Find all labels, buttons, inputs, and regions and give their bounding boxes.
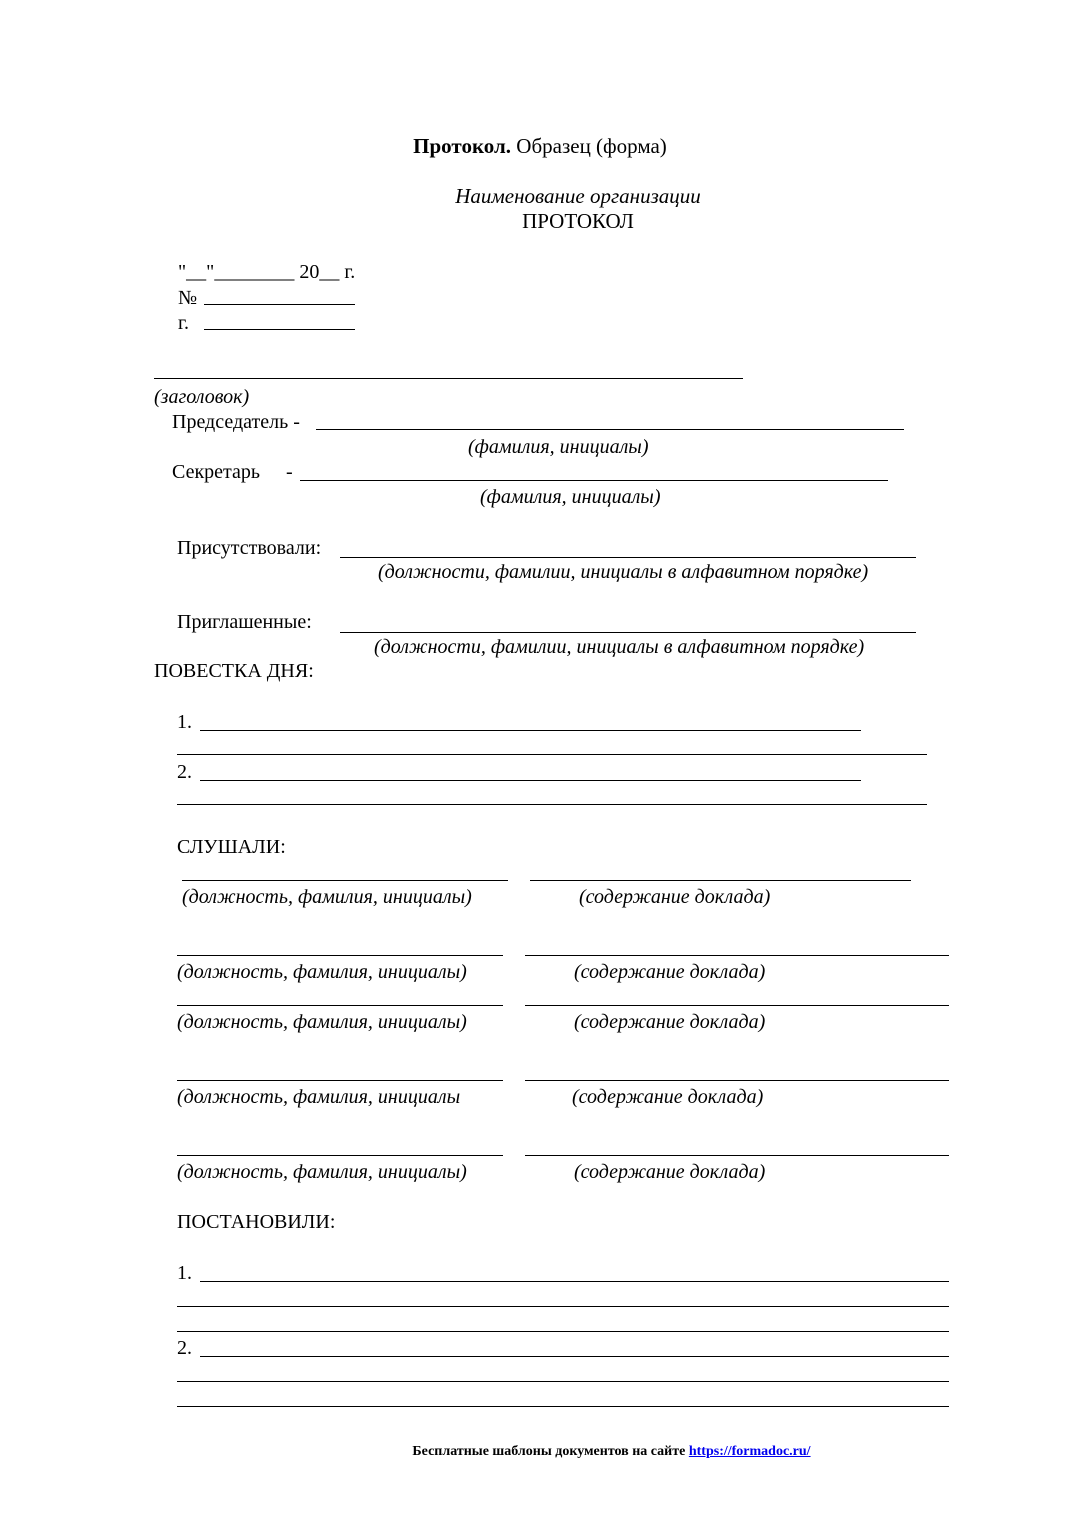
report-hint: (содержание доклада) [572, 1086, 764, 1108]
speaker-field-line[interactable] [177, 1005, 503, 1006]
resolved-title: ПОСТАНОВИЛИ: [177, 1211, 336, 1233]
speaker-hint: (должность, фамилия, инициалы) [177, 1161, 467, 1183]
secretary-label: Секретарь [172, 461, 261, 483]
resolved-item-line[interactable] [200, 1281, 949, 1282]
report-hint: (содержание доклада) [574, 1011, 766, 1033]
speaker-hint: (должность, фамилия, инициалы) [182, 886, 472, 908]
agenda-item-number: 2. [177, 761, 192, 783]
present-hint: (должности, фамилии, инициалы в алфавитном порядке) [378, 561, 869, 583]
date-line: "__"________ 20__ г. [178, 261, 356, 283]
title-rest: Образец (форма) [511, 134, 667, 158]
report-field-line[interactable] [525, 1005, 949, 1006]
agenda-item-continuation-line[interactable] [177, 754, 927, 755]
heard-title: СЛУШАЛИ: [177, 836, 286, 858]
chairman-label: Председатель - [172, 411, 300, 433]
report-field-line[interactable] [525, 1080, 949, 1081]
heading-hint: (заголовок) [154, 386, 250, 408]
city-field-line[interactable] [204, 329, 355, 330]
invited-field-line[interactable] [340, 632, 916, 633]
agenda-item-line[interactable] [200, 730, 861, 731]
organization-name: Наименование организации [455, 184, 701, 208]
protocol-heading: ПРОТОКОЛ [522, 209, 634, 233]
agenda-item-number: 1. [177, 711, 192, 733]
footer [0, 1439, 1080, 1459]
resolved-item-continuation-line[interactable] [177, 1381, 949, 1382]
report-field-line[interactable] [525, 955, 949, 956]
speaker-hint: (должность, фамилия, инициалы) [177, 961, 467, 983]
secretary-dash: - [286, 461, 293, 483]
resolved-item-continuation-line[interactable] [177, 1406, 949, 1407]
speaker-hint: (должность, фамилия, инициалы [177, 1086, 461, 1108]
chairman-hint: (фамилия, инициалы) [468, 436, 649, 458]
speaker-field-line[interactable] [177, 955, 503, 956]
speaker-hint: (должность, фамилия, инициалы) [177, 1011, 467, 1033]
speaker-field-line[interactable] [177, 1155, 503, 1156]
resolved-item-number: 2. [177, 1337, 192, 1359]
heading-field-line[interactable] [154, 378, 743, 379]
agenda-item-line[interactable] [200, 780, 861, 781]
resolved-item-line[interactable] [200, 1356, 949, 1357]
report-hint: (содержание доклада) [574, 1161, 766, 1183]
report-field-line[interactable] [530, 880, 911, 881]
footer-text: Бесплатные шаблоны документов на сайте [412, 1444, 689, 1459]
document-title [0, 136, 1080, 157]
agenda-item-continuation-line[interactable] [177, 804, 927, 805]
speaker-field-line[interactable] [182, 880, 508, 881]
present-field-line[interactable] [340, 557, 916, 558]
number-field-line[interactable] [204, 304, 355, 305]
resolved-item-number: 1. [177, 1262, 192, 1284]
chairman-field-line[interactable] [316, 429, 904, 430]
resolved-item-continuation-line[interactable] [177, 1331, 949, 1332]
report-field-line[interactable] [525, 1155, 949, 1156]
report-hint: (содержание доклада) [579, 886, 771, 908]
secretary-hint: (фамилия, инициалы) [480, 486, 661, 508]
resolved-item-continuation-line[interactable] [177, 1306, 949, 1307]
title-bold: Протокол. [413, 134, 512, 158]
number-label: № [178, 287, 198, 309]
present-label: Присутствовали: [177, 537, 322, 559]
invited-label: Приглашенные: [177, 611, 312, 633]
secretary-field-line[interactable] [300, 480, 888, 481]
agenda-title: ПОВЕСТКА ДНЯ: [154, 660, 314, 682]
report-hint: (содержание доклада) [574, 961, 766, 983]
speaker-field-line[interactable] [177, 1080, 503, 1081]
city-label: г. [178, 312, 189, 334]
invited-hint: (должности, фамилии, инициалы в алфавитном порядке) [374, 636, 865, 658]
footer-link[interactable]: https://formadoc.ru/ [688, 1444, 811, 1459]
